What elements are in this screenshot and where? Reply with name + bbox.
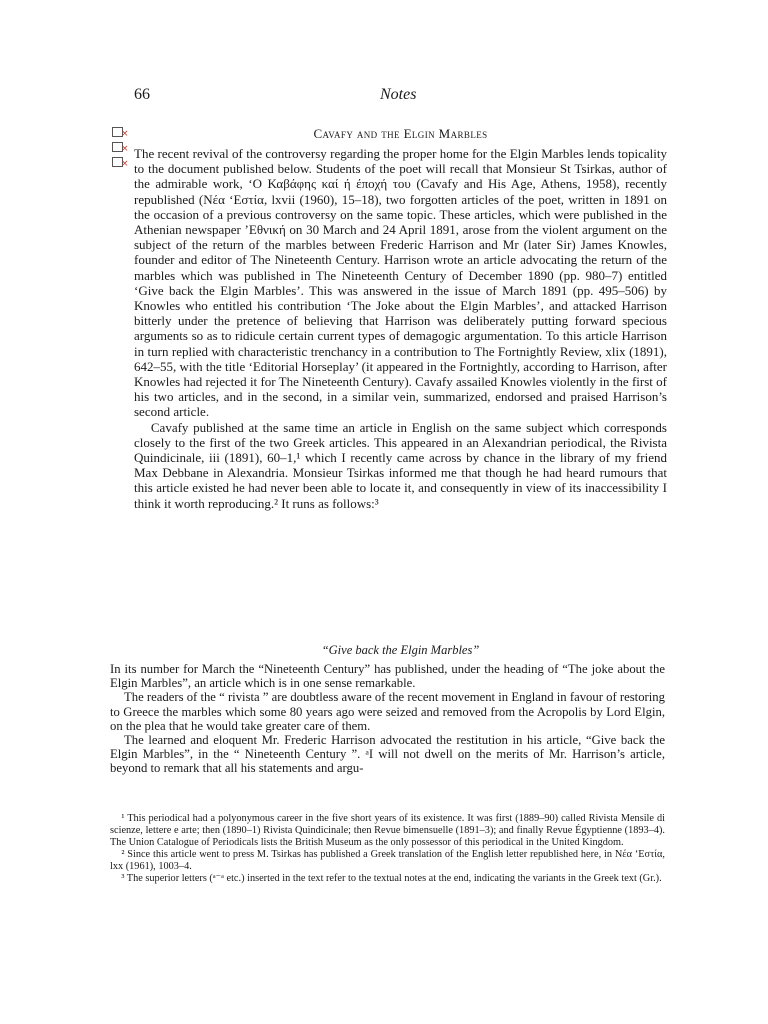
intro-text <box>134 146 667 511</box>
intro-paragraph: Cavafy published at the same time an article in English on the same subject which corresponds closely to the first of the two Greek articles. This appeared in an Alexandrian periodical, the Rivista Quindicinale, iii (1891), 60–1,¹ which I recently came across by chance in the library of my friend Max Debbane in Alexandria. Monsieur Tsirkas informed me that though he had heard rumours that this article existed he had never been able to locate it, and consequently in view of its inaccessibility I think it worth reproducing.² It runs as follows:³ <box>134 419 667 511</box>
article-title: “Give back the Elgin Marbles” <box>321 643 480 657</box>
annotation-marker-icon[interactable]: × <box>112 127 126 138</box>
annotation-marker-icon[interactable]: × <box>112 157 126 168</box>
section-title: Cavafy and the Elgin Marbles <box>313 126 488 141</box>
footnotes <box>110 813 665 885</box>
running-head: Notes <box>380 86 417 103</box>
article-paragraph: The readers of the “ rivista ” are doubtless aware of the recent movement in England in favour of restoring to Greece the marbles which some 80 years ago were seized and removed from the Acropolis by Lord Elgin, on the plea that he would take greater care of them. <box>110 690 665 733</box>
footnote: ¹ This periodical had a polyonymous career in the five short years of its existence. It was first (1889–90) called Rivista Mensile di scienze, lettere e arte; then (1890–1) Rivista Quindicinale; then Revue bimensuelle (1891–3); and finally Revue Égyptienne (1893–4). The Union Catalogue of Periodicals lists the British Museum as the only possessor of this periodical in the United Kingdom. <box>110 813 665 848</box>
annotation-marker-icon[interactable]: × <box>112 142 126 153</box>
footnote: ² Since this article went to press M. Tsirkas has published a Greek translation of the English letter republished here, in Νέα ‘Εστία, lxx (1961), 1003–4. <box>110 849 665 872</box>
article-paragraph: The learned and eloquent Mr. Frederic Harrison advocated the restitution in his article, “Give back the Elgin Marbles”, in the “ Nineteenth Century ”. ᵃI will not dwell on the merits of Mr. Harrison’s article, beyond to remark that all his statements and argu- <box>110 733 665 776</box>
footnote: ³ The superior letters (ᵃ⁻ᵃ etc.) inserted in the text refer to the textual notes at the end, indicating the variants in the Greek text (Gr.). <box>121 873 662 884</box>
annotation-markers <box>112 127 132 172</box>
page-number: 66 <box>134 86 150 103</box>
article-body <box>110 662 665 776</box>
article-paragraph: In its number for March the “Nineteenth Century” has published, under the heading of “The joke about the Elgin Marbles”, an article which is in one sense remarkable. <box>110 662 665 691</box>
intro-paragraph: The recent revival of the controversy regarding the proper home for the Elgin Marbles lends topicality to the document published below. Students of the poet will recall that Monsieur St Tsirkas, author of the admirable work, ‘Ο Καβάφης καί ή έποχή του (Cavafy and His Age, Athens, 1958), recently republished (Νέα ‘Εστία, lxvii (1960), 15–18), two forgotten articles of the poet, written in 1891 on the occasion of a previous controversy on the same topic. These articles, which were published in the Athenian newspaper ’Εθνική on 30 March and 24 April 1891, arose from the violent argument on the subject of the return of the marbles between Frederic Harrison and Mr (later Sir) James Knowles, founder and editor of The Nineteenth Century. Harrison wrote an article advocating the return of the marbles which was published in The Nineteenth Century of December 1890 (pp. 980–7) entitled ‘Give back the Elgin Marbles’. This was answered in the issue of March 1891 (pp. 495–506) by Knowles who entitled his contribution ‘The Joke about the Elgin Marbles’, and attacked Harrison bitterly under the pretence of believing that Harrison was deliberately putting forward specious arguments so as to ridicule certain current types of demagogic argumentation. To this article Harrison in turn replied with characteristic trenchancy in a contribution to The Fortnightly Review, xlix (1891), 642–55, with the title ‘Editorial Horseplay’ (it appeared in the Fortnightly, according to Harrison, after Knowles had rejected it for The Nineteenth Century). Cavafy assailed Knowles violently in the first of his two articles, and in the second, in a similar vein, summarized, endorsed and praised Harrison’s second article. <box>134 146 667 420</box>
